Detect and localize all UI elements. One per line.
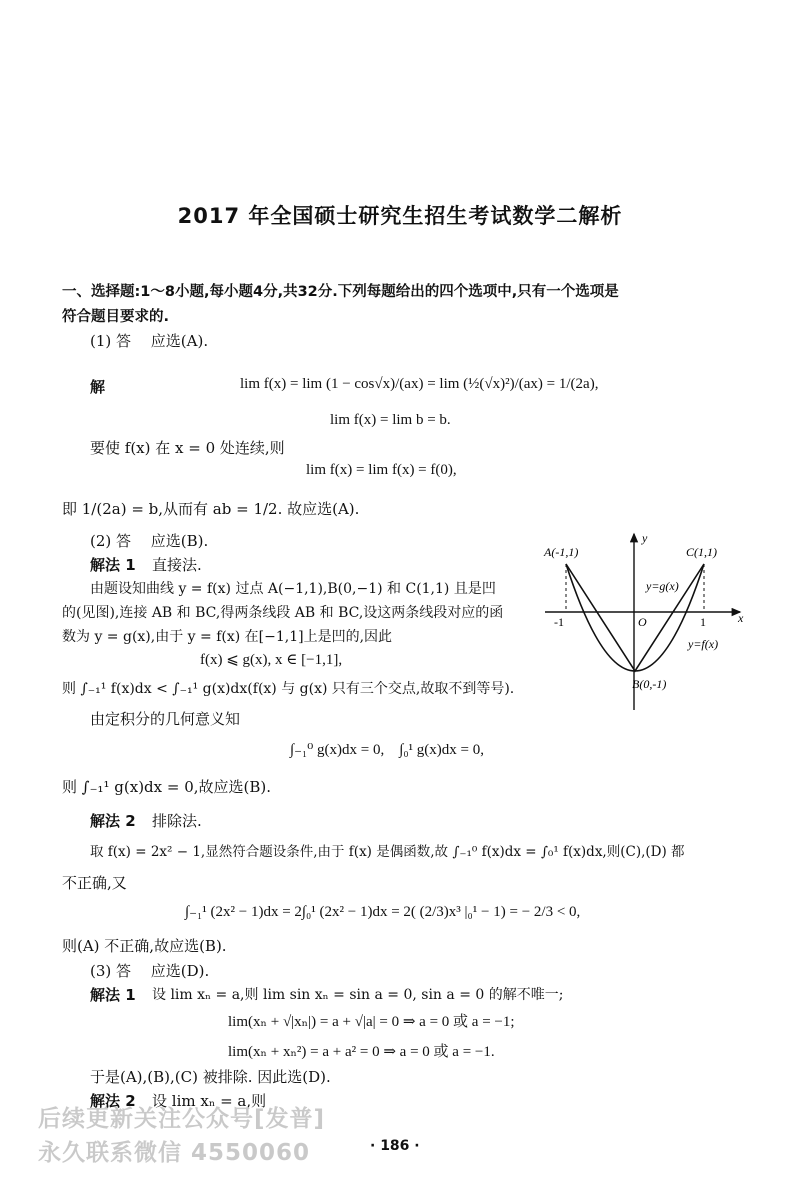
q2-para-8: 不正确,又 <box>62 874 127 892</box>
q3-equation-1: lim(xₙ + √|xₙ|) = a + √|a| = 0 ⇒ a = 0 或 a = −1; <box>228 1014 515 1030</box>
label-point-C: C(1,1) <box>686 545 717 559</box>
page-title: 2017 年全国硕士研究生招生考试数学二解析 <box>177 204 623 228</box>
q2-method2-label: 解法 2 <box>90 812 136 830</box>
q3-text: 于是(A),(B),(C) 被排除. 因此选(D). <box>90 1068 331 1086</box>
tick-1: 1 <box>700 615 706 629</box>
q2-equation-2: ∫₋₁⁰ g(x)dx = 0, ∫₀¹ g(x)dx = 0, <box>290 742 485 758</box>
q2-para-1: 由题设知曲线 y = f(x) 过点 A(−1,1),B(0,−1) 和 C(1,1) 且是凹 <box>90 581 496 597</box>
tick-neg1: -1 <box>554 615 564 629</box>
function-graph-figure <box>540 528 750 713</box>
q3-answer: (3) 答 应选(D). <box>90 962 210 980</box>
section-heading-line2: 符合题目要求的. <box>62 309 170 325</box>
page-number: · 186 · <box>370 1138 420 1154</box>
q2-para-7: 取 f(x) = 2x² − 1,显然符合题设条件,由于 f(x) 是偶函数,故 ∫₋₁⁰ f(x)dx = ∫₀¹ f(x)dx,则(C),(D) 都 <box>90 844 685 860</box>
q1-answer: (1) 答 应选(A). <box>90 332 209 350</box>
q1-equation-2: lim f(x) = lim b = b. <box>330 412 451 428</box>
label-origin: O <box>638 615 647 629</box>
label-point-B: B(0,-1) <box>632 677 667 691</box>
q2-para-2: 的(见图),连接 AB 和 BC,得两条线段 AB 和 BC,设这两条线段对应的函 <box>62 605 504 621</box>
q1-equation-3: lim f(x) = lim f(x) = f(0), <box>306 462 457 478</box>
label-y-axis: y <box>642 531 648 545</box>
label-x-axis: x <box>738 611 744 625</box>
q2-para-6: 则 ∫₋₁¹ g(x)dx = 0,故应选(B). <box>62 778 272 796</box>
q2-equation-1: f(x) ⩽ g(x), x ∈ [−1,1], <box>200 652 343 668</box>
q1-text-2: 即 1/(2a) = b,从而有 ab = 1/2. 故应选(A). <box>62 500 360 518</box>
q2-method2-name: 排除法. <box>152 812 202 830</box>
q1-equation-1: lim f(x) = lim (1 − cos√x)/(ax) = lim (½(√x)²)/(ax) = 1/(2a), <box>240 376 599 392</box>
label-g: y=g(x) <box>646 579 679 593</box>
q2-para-5: 由定积分的几何意义知 <box>90 710 241 728</box>
watermark-line-2: 永久联系微信 4550060 <box>38 1140 311 1166</box>
q2-para-4: 则 ∫₋₁¹ f(x)dx < ∫₋₁¹ g(x)dx(f(x) 与 g(x) 只有三个交点,故取不到等号). <box>62 681 515 697</box>
q3-method2-label: 解法 2 <box>90 1092 136 1110</box>
q3-method2-text: 设 lim xₙ = a,则 <box>152 1092 267 1110</box>
curve-f <box>566 564 704 671</box>
q1-text-1: 要使 f(x) 在 x = 0 处连续,则 <box>90 439 285 457</box>
q2-equation-3: ∫₋₁¹ (2x² − 1)dx = 2∫₀¹ (2x² − 1)dx = 2( (2/3)x³ |₀¹ − 1) = − 2/3 < 0, <box>185 904 581 920</box>
q2-para-3: 数为 y = g(x),由于 y = f(x) 在[−1,1]上是凹的,因此 <box>62 629 393 645</box>
q2-method1-name: 直接法. <box>152 556 202 574</box>
q1-solution-label: 解 <box>90 378 106 396</box>
watermark-line-1: 后续更新关注公众号[发普] <box>38 1106 326 1132</box>
q3-method1-label: 解法 1 <box>90 986 136 1004</box>
q3-method1-text: 设 lim xₙ = a,则 lim sin xₙ = sin a = 0, sin a = 0 的解不唯一; <box>152 987 564 1003</box>
label-point-A: A(-1,1) <box>544 545 579 559</box>
q2-answer: (2) 答 应选(B). <box>90 532 209 550</box>
q3-equation-2: lim(xₙ + xₙ²) = a + a² = 0 ⇒ a = 0 或 a = −1. <box>228 1044 495 1060</box>
section-heading-line1: 一、选择题:1～8小题,每小题4分,共32分.下列每题给出的四个选项中,只有一个选项是 <box>62 284 619 300</box>
label-f: y=f(x) <box>688 637 719 651</box>
q2-method1-label: 解法 1 <box>90 556 136 574</box>
q2-para-9: 则(A) 不正确,故应选(B). <box>62 937 227 955</box>
